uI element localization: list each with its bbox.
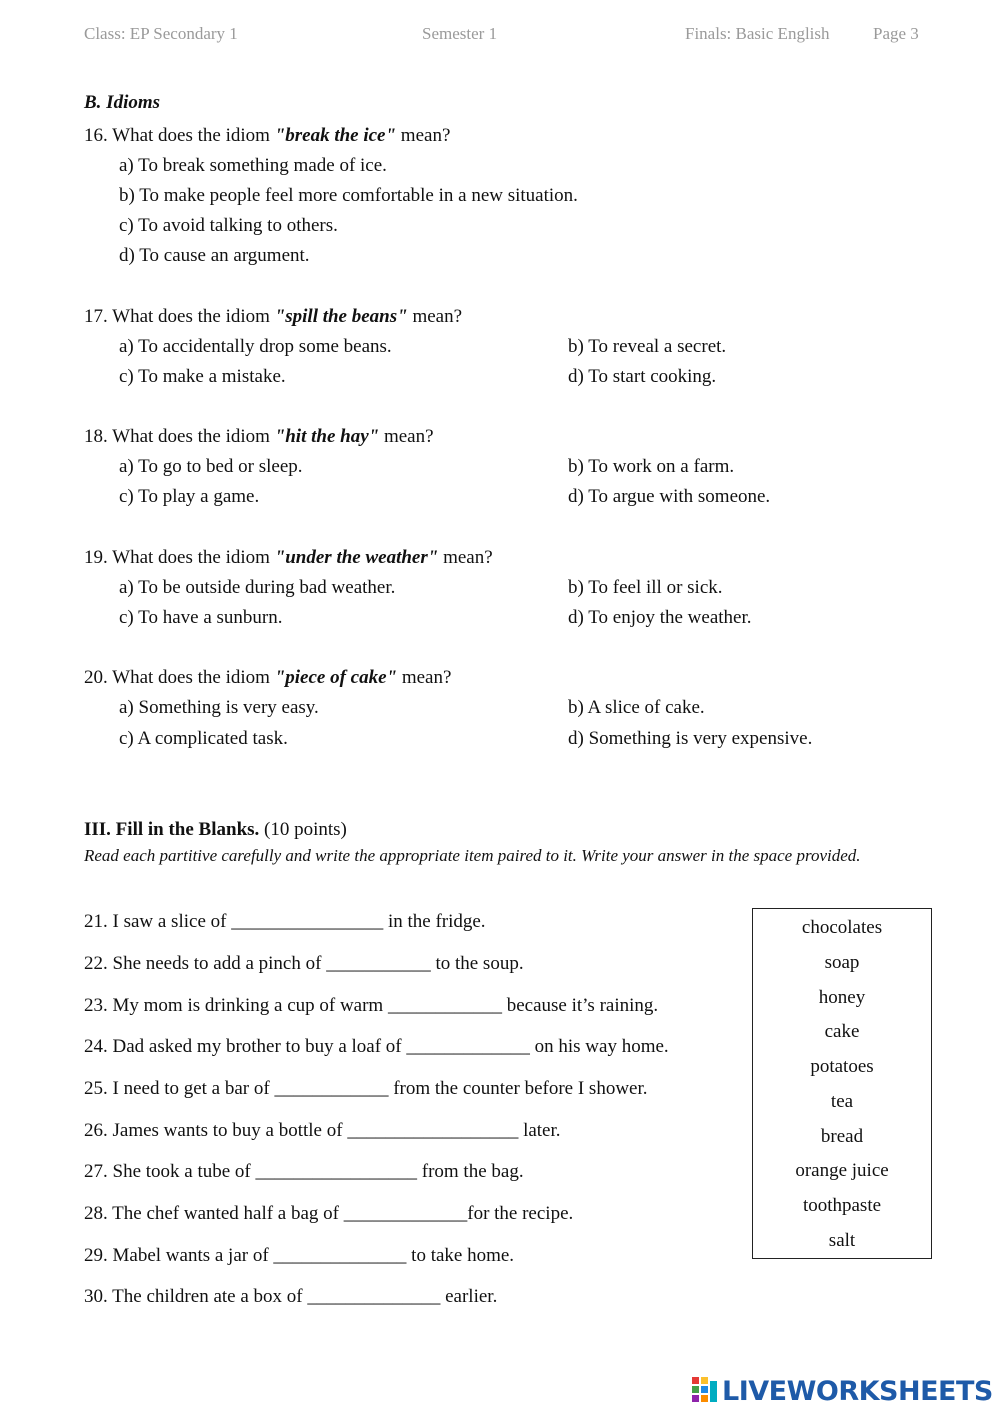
- word-bank: [752, 908, 932, 1259]
- question-16-option-c[interactable]: c) To avoid talking to others.: [119, 215, 338, 236]
- word-bank-item: toothpaste: [802, 1195, 882, 1216]
- fill-item-25[interactable]: 25. I need to get a bar of ____________ from the counter before I shower.: [84, 1078, 648, 1099]
- question-17-option-a[interactable]: a) To accidentally drop some beans.: [119, 336, 392, 357]
- question-20-prefix: 20. What does the idiom: [84, 667, 275, 688]
- question-17-option-d[interactable]: d) To start cooking.: [568, 366, 717, 387]
- question-16-option-d[interactable]: d) To cause an argument.: [119, 245, 310, 266]
- liveworksheets-logo-icon: [692, 1377, 718, 1405]
- word-bank-item: tea: [830, 1091, 854, 1112]
- question-17-option-c[interactable]: c) To make a mistake.: [119, 366, 286, 387]
- question-18-suffix: mean?: [379, 426, 434, 447]
- question-16-stem: [84, 125, 450, 147]
- fill-item-28[interactable]: 28. The chef wanted half a bag of _____________for the recipe.: [84, 1203, 574, 1224]
- fill-item-24[interactable]: 24. Dad asked my brother to buy a loaf of _____________ on his way home.: [84, 1036, 669, 1057]
- question-16-option-b[interactable]: b) To make people feel more comfortable in a new situation.: [119, 185, 578, 206]
- question-19-option-b[interactable]: b) To feel ill or sick.: [568, 577, 723, 598]
- question-16-prefix: 16. What does the idiom: [84, 125, 275, 146]
- word-bank-item: potatoes: [810, 1056, 874, 1077]
- question-19-option-c[interactable]: c) To have a sunburn.: [119, 607, 283, 628]
- question-20-option-d[interactable]: d) Something is very expensive.: [568, 728, 813, 749]
- question-18-option-a[interactable]: a) To go to bed or sleep.: [119, 456, 303, 477]
- question-18-option-d[interactable]: d) To argue with someone.: [568, 486, 771, 507]
- question-20-idiom: "piece of cake": [274, 667, 398, 688]
- liveworksheets-logo-text: LIVEWORKSHEETS: [722, 1375, 993, 1407]
- question-19-prefix: 19. What does the idiom: [84, 547, 275, 568]
- word-bank-item: bread: [820, 1126, 864, 1147]
- section-b-title: B. Idioms: [84, 92, 161, 113]
- header-page-number: Page 3: [873, 24, 919, 43]
- question-16-suffix: mean?: [396, 125, 451, 146]
- question-20-suffix: mean?: [397, 667, 452, 688]
- question-18-prefix: 18. What does the idiom: [84, 426, 275, 447]
- liveworksheets-logo: [692, 1376, 993, 1406]
- question-17-prefix: 17. What does the idiom: [84, 306, 275, 327]
- question-20-option-b[interactable]: b) A slice of cake.: [568, 697, 705, 718]
- fill-item-21[interactable]: 21. I saw a slice of ________________ in the fridge.: [84, 911, 486, 932]
- question-19-idiom: "under the weather": [274, 547, 439, 568]
- question-17-suffix: mean?: [407, 306, 463, 327]
- question-20-stem: [84, 667, 451, 689]
- fill-item-29[interactable]: 29. Mabel wants a jar of ______________ to take home.: [84, 1245, 515, 1266]
- section-3-instructions: Read each partitive carefully and write the appropriate item paired to it. Write your answer in the space provided.: [84, 846, 861, 865]
- question-18-option-b[interactable]: b) To work on a farm.: [568, 456, 735, 477]
- question-19-option-a[interactable]: a) To be outside during bad weather.: [119, 577, 396, 598]
- section-3-title: III. Fill in the Blanks.: [84, 819, 260, 840]
- fill-item-30[interactable]: 30. The children ate a box of ______________ earlier.: [84, 1286, 498, 1307]
- word-bank-item: honey: [818, 987, 866, 1008]
- fill-item-26[interactable]: 26. James wants to buy a bottle of __________________ later.: [84, 1120, 561, 1141]
- question-17-stem: [84, 306, 462, 328]
- question-16-option-a[interactable]: a) To break something made of ice.: [119, 155, 387, 176]
- header-finals: Finals: Basic English: [685, 24, 830, 43]
- section-3-points: (10 points): [259, 819, 347, 840]
- header-class: Class: EP Secondary 1: [84, 24, 238, 43]
- question-20-option-c[interactable]: c) A complicated task.: [119, 728, 288, 749]
- question-20-option-a[interactable]: a) Something is very easy.: [119, 697, 319, 718]
- fill-item-22[interactable]: 22. She needs to add a pinch of ___________ to the soup.: [84, 953, 524, 974]
- question-18-option-c[interactable]: c) To play a game.: [119, 486, 260, 507]
- header-semester: Semester 1: [422, 24, 498, 43]
- fill-item-23[interactable]: 23. My mom is drinking a cup of warm ____________ because it’s raining.: [84, 995, 659, 1016]
- question-19-suffix: mean?: [438, 547, 493, 568]
- section-3-heading: [84, 819, 347, 841]
- question-19-option-d[interactable]: d) To enjoy the weather.: [568, 607, 752, 628]
- word-bank-item: orange juice: [795, 1160, 889, 1181]
- word-bank-item: soap: [824, 952, 860, 973]
- word-bank-item: chocolates: [801, 917, 883, 938]
- word-bank-item: salt: [828, 1230, 856, 1251]
- question-17-idiom: "spill the beans": [274, 306, 408, 327]
- question-18-idiom: "hit the hay": [274, 426, 380, 447]
- fill-item-27[interactable]: 27. She took a tube of _________________ from the bag.: [84, 1161, 524, 1182]
- question-16-idiom: "break the ice": [274, 125, 397, 146]
- word-bank-item: cake: [824, 1021, 860, 1042]
- question-19-stem: [84, 547, 493, 569]
- question-17-option-b[interactable]: b) To reveal a secret.: [568, 336, 727, 357]
- question-18-stem: [84, 426, 434, 448]
